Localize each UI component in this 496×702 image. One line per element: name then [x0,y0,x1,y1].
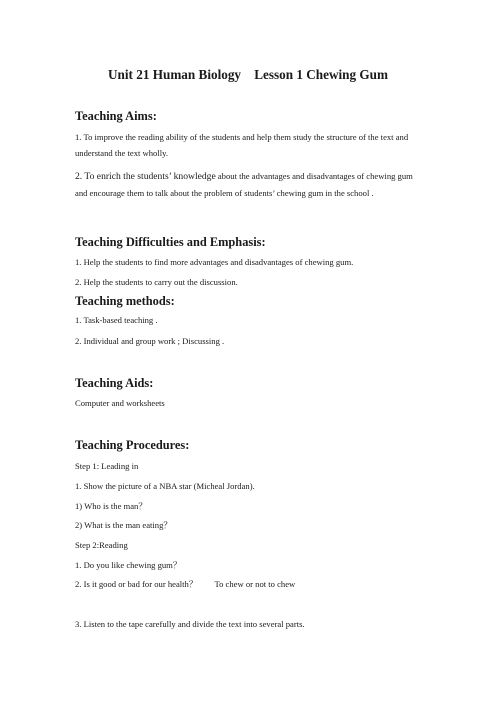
difficulties-item-2: 2. Help the students to carry out the discussion. [75,277,238,287]
difficulties-heading: Teaching Difficulties and Emphasis: [75,235,266,249]
methods-heading: Teaching methods: [75,294,175,308]
aids-heading: Teaching Aids: [75,376,154,390]
document-title: Unit 21 Human Biology Lesson 1 Chewing Gum [108,67,388,82]
methods-item-2: 2. Individual and group work ; Discussing . [75,336,225,346]
aims-item-2-rest: about the advantages and disadvantages of chewing gum and encourage them to talk about the problem of students’ chewing gum in the school . [75,171,413,198]
aims-item-1: 1. To improve the reading ability of the students and help them study the structure of the text and understand the text wholly. [75,132,409,158]
step-2-question-2: 2. Is it good or bad for our health？ To chew or not to chew [75,579,296,589]
aims-item-2 [75,168,427,201]
aims-heading: Teaching Aims: [75,109,157,123]
step-1-label: Step 1: Leading in [75,461,139,471]
difficulties-item-1: 1. Help the students to find more advantages and disadvantages of chewing gum. [75,257,354,267]
step-1-question-1: 1) Who is the man？ [75,501,147,511]
methods-item-1: 1. Task-based teaching . [75,315,158,325]
aims-item-2-lead: 2. To enrich the students’ knowledge [75,171,216,182]
procedures-heading: Teaching Procedures: [75,438,190,452]
step-1-item: 1. Show the picture of a NBA star (Micheal Jordan). [75,481,255,491]
step-1-question-2: 2) What is the man eating？ [75,520,172,530]
step-2-question-1: 1. Do you like chewing gum？ [75,560,182,570]
step-2-label: Step 2:Reading [75,540,128,550]
aids-item-1: Computer and worksheets [75,398,165,408]
step-2-question-3: 3. Listen to the tape carefully and divide the text into several parts. [75,619,305,629]
